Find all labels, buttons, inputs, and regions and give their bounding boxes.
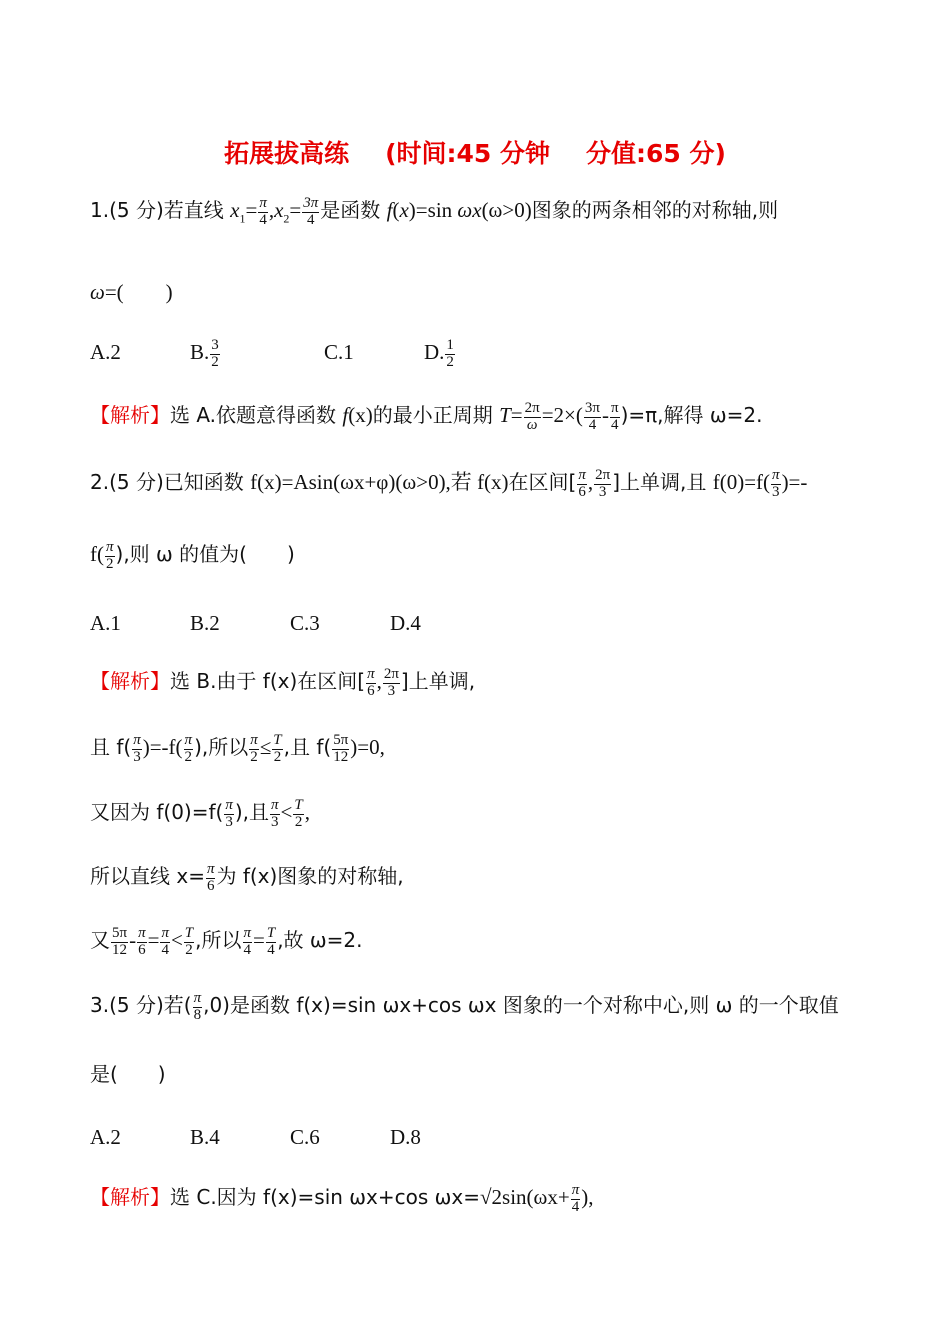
option-b: B.4 — [190, 1125, 220, 1149]
q2-analysis-2: 且 f( $\frac{\pi}{3}$ )=-f( $\frac{\pi}{2}$ ),所以 $\frac{\pi}{2}$ ≤ $\frac{T}{2}$ ,且 f( $\frac{5\pi}{12}$ )=0, — [90, 732, 385, 765]
q2-stem-line2: f( $\frac{\pi}{2}$ ),则 ω 的值为( ) — [90, 539, 295, 572]
q3-analysis: 【解析】选 C.因为 f(x)=sin ωx+cos ωx=√2sin(ωx+ $\frac{\pi}{4}$ ), — [90, 1182, 594, 1215]
q2-analysis-3: 又因为 f(0)=f( $\frac{\pi}{3}$ ),且 $\frac{\pi}{3}$ < $\frac{T}{2}$ , — [90, 797, 310, 830]
option-b: B.2 — [190, 611, 220, 635]
option-c: C.3 — [290, 611, 320, 635]
analysis-tag: 【解析】 — [90, 403, 170, 428]
analysis-tag: 【解析】 — [90, 1185, 170, 1210]
section-title — [0, 134, 950, 170]
option-c: C.1 — [324, 340, 354, 365]
option-b: B. $\frac{3}{2}$ — [190, 337, 219, 370]
option-a: A.1 — [90, 611, 121, 635]
option-c: C.6 — [290, 1125, 320, 1149]
q2-analysis-4: 所以直线 x= $\frac{\pi}{6}$ 为 f(x)图象的对称轴, — [90, 861, 404, 894]
option-d: D. $\frac{1}{2}$ — [424, 337, 454, 370]
analysis-tag: 【解析】 — [90, 669, 170, 694]
q1-options — [90, 338, 456, 371]
fraction: $\frac{3\pi}{4}$ — [303, 195, 319, 228]
q3-stem: 3.(5 分)若( $\frac{\pi}{8}$ ,0)是函数 f(x)=sin ωx+cos ωx 图象的一个对称中心,则 ω 的一个取值 — [90, 990, 839, 1023]
title-text: 拓展拔高练 — [224, 139, 350, 168]
q2-analysis-5: 又 $\frac{5\pi}{12}$ - $\frac{\pi}{6}$ = $\frac{\pi}{4}$ < $\frac{T}{2}$ ,所以 $\frac{\pi}{4}$ = $\frac{T}{4}$ ,故 ω=2. — [90, 925, 363, 958]
option-a: A.2 — [90, 1125, 121, 1149]
q1-analysis: 【解析】选 A.依题意得函数 f(x)的最小正周期 T= $\frac{2\pi}{\omega}$ =2×( $\frac{3\pi}{4}$ - $\frac{\pi}{4}$ )=π,解得 ω=2. — [90, 400, 763, 433]
q2-options — [90, 611, 421, 636]
option-d: D.8 — [390, 1125, 421, 1149]
q1-stem: 1.(5 分)若直线 $x_1=$ $\frac{\pi}{4}$ $,x_2=$ $\frac{3\pi}{4}$ 是函数 f(x)=sin ωx(ω>0)图象的两条相邻的对称轴,则 — [90, 195, 779, 228]
q1-stem-line2: ω=( ) — [90, 280, 173, 304]
title-meta-2: 分值:65 分) — [586, 139, 726, 168]
option-d: D.4 — [390, 611, 421, 635]
q2-stem: 2.(5 分)已知函数 f(x)=Asin(ωx+φ)(ω>0),若 f(x)在区间[ $\frac{\pi}{6}$ , $\frac{2\pi}{3}$ ]上单调,且 f(0)=f( $\frac{\pi}{3}$ )=- — [90, 467, 808, 500]
q3-stem-line2: 是( ) — [90, 1062, 166, 1086]
q3-options — [90, 1125, 421, 1150]
option-a: A.2 — [90, 340, 121, 365]
fraction: $\frac{\pi}{4}$ — [259, 195, 267, 228]
q2-analysis-1: 【解析】选 B.由于 f(x)在区间[ $\frac{\pi}{6}$ , $\frac{2\pi}{3}$ ]上单调, — [90, 666, 476, 699]
title-meta: (时间:45 分钟 — [385, 139, 550, 168]
